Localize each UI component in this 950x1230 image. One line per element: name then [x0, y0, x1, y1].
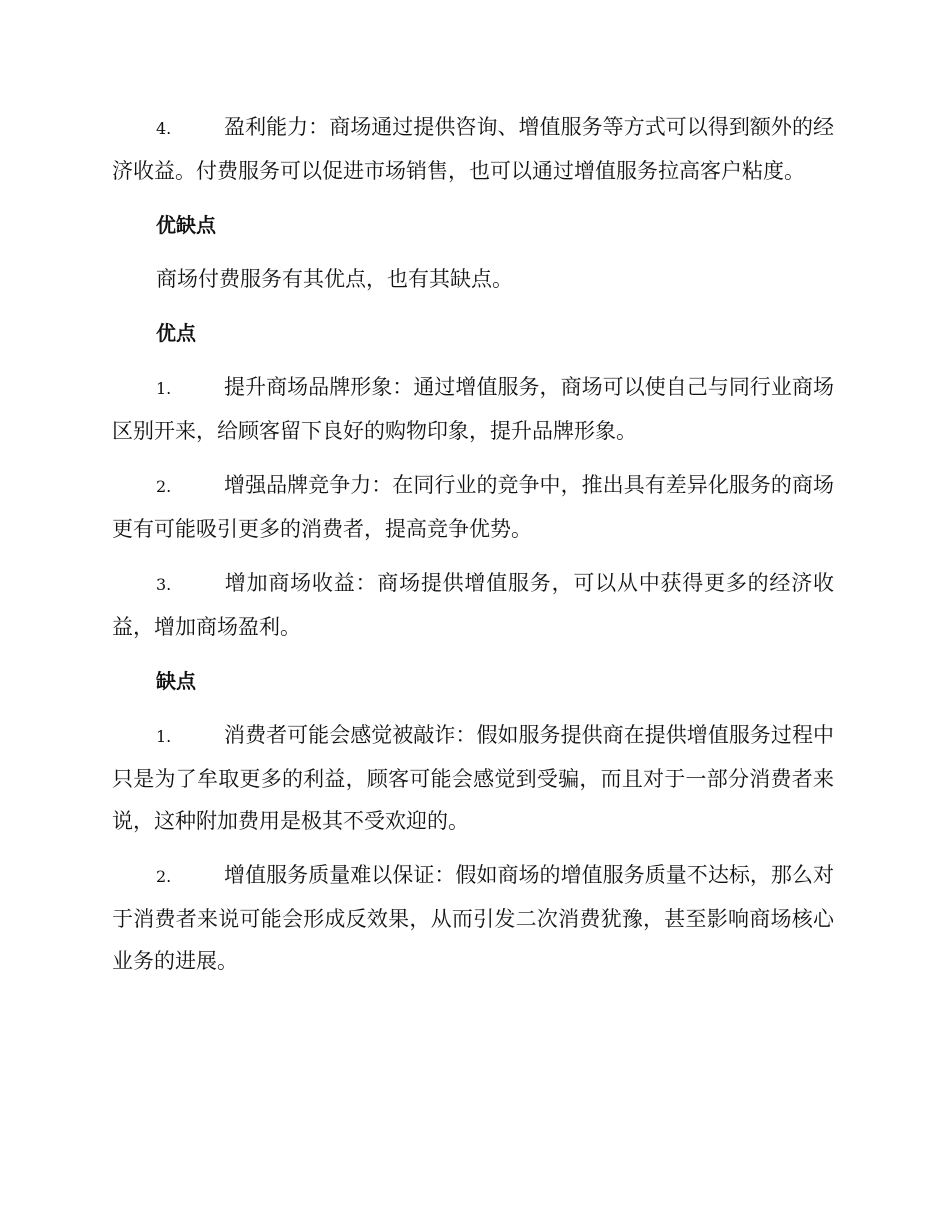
list-number: 1.: [156, 727, 172, 746]
list-item-text: 提升商场品牌形象：通过增值服务，商场可以使自己与同行业商场区别开来，给顾客留下良好的购物印象，提升品牌形象。: [112, 375, 834, 443]
list-item-text: 增强品牌竞争力：在同行业的竞争中，推出具有差异化服务的商场更有可能吸引更多的消费者，提高竞争优势。: [112, 473, 834, 541]
list-number: 2.: [156, 867, 172, 886]
list-number: 2.: [156, 477, 172, 496]
subheading-cons: 缺点: [156, 669, 196, 693]
list-number: 3.: [156, 575, 172, 594]
pros-list-item: [112, 562, 834, 648]
pros-list-item: [112, 366, 834, 452]
list-item-profitability: [112, 106, 834, 192]
section-intro-paragraph: 商场付费服务有其优点，也有其缺点。: [156, 267, 513, 291]
list-item-text: 增值服务质量难以保证：假如商场的增值服务质量不达标，那么对于消费者来说可能会形成反效果，从而引发二次消费犹豫，甚至影响商场核心业务的进展。: [112, 863, 834, 973]
list-item-text: 增加商场收益：商场提供增值服务，可以从中获得更多的经济收益，增加商场盈利。: [112, 571, 834, 639]
list-number: 4.: [156, 119, 172, 138]
cons-list-item: [112, 854, 834, 982]
list-number: 1.: [156, 379, 172, 398]
list-item-text: 消费者可能会感觉被敲诈：假如服务提供商在提供增值服务过程中只是为了牟取更多的利益，顾客可能会感觉到受骗，而且对于一部分消费者来说，这种附加费用是极其不受欢迎的。: [112, 723, 834, 833]
subheading-pros: 优点: [156, 321, 196, 345]
section-heading-pros-cons: 优缺点: [156, 213, 216, 237]
document-page: [112, 106, 834, 994]
cons-list-item: [112, 714, 834, 842]
pros-list-item: [112, 464, 834, 550]
list-item-text: 盈利能力：商场通过提供咨询、增值服务等方式可以得到额外的经济收益。付费服务可以促进市场销售，也可以通过增值服务拉高客户粘度。: [112, 115, 834, 183]
